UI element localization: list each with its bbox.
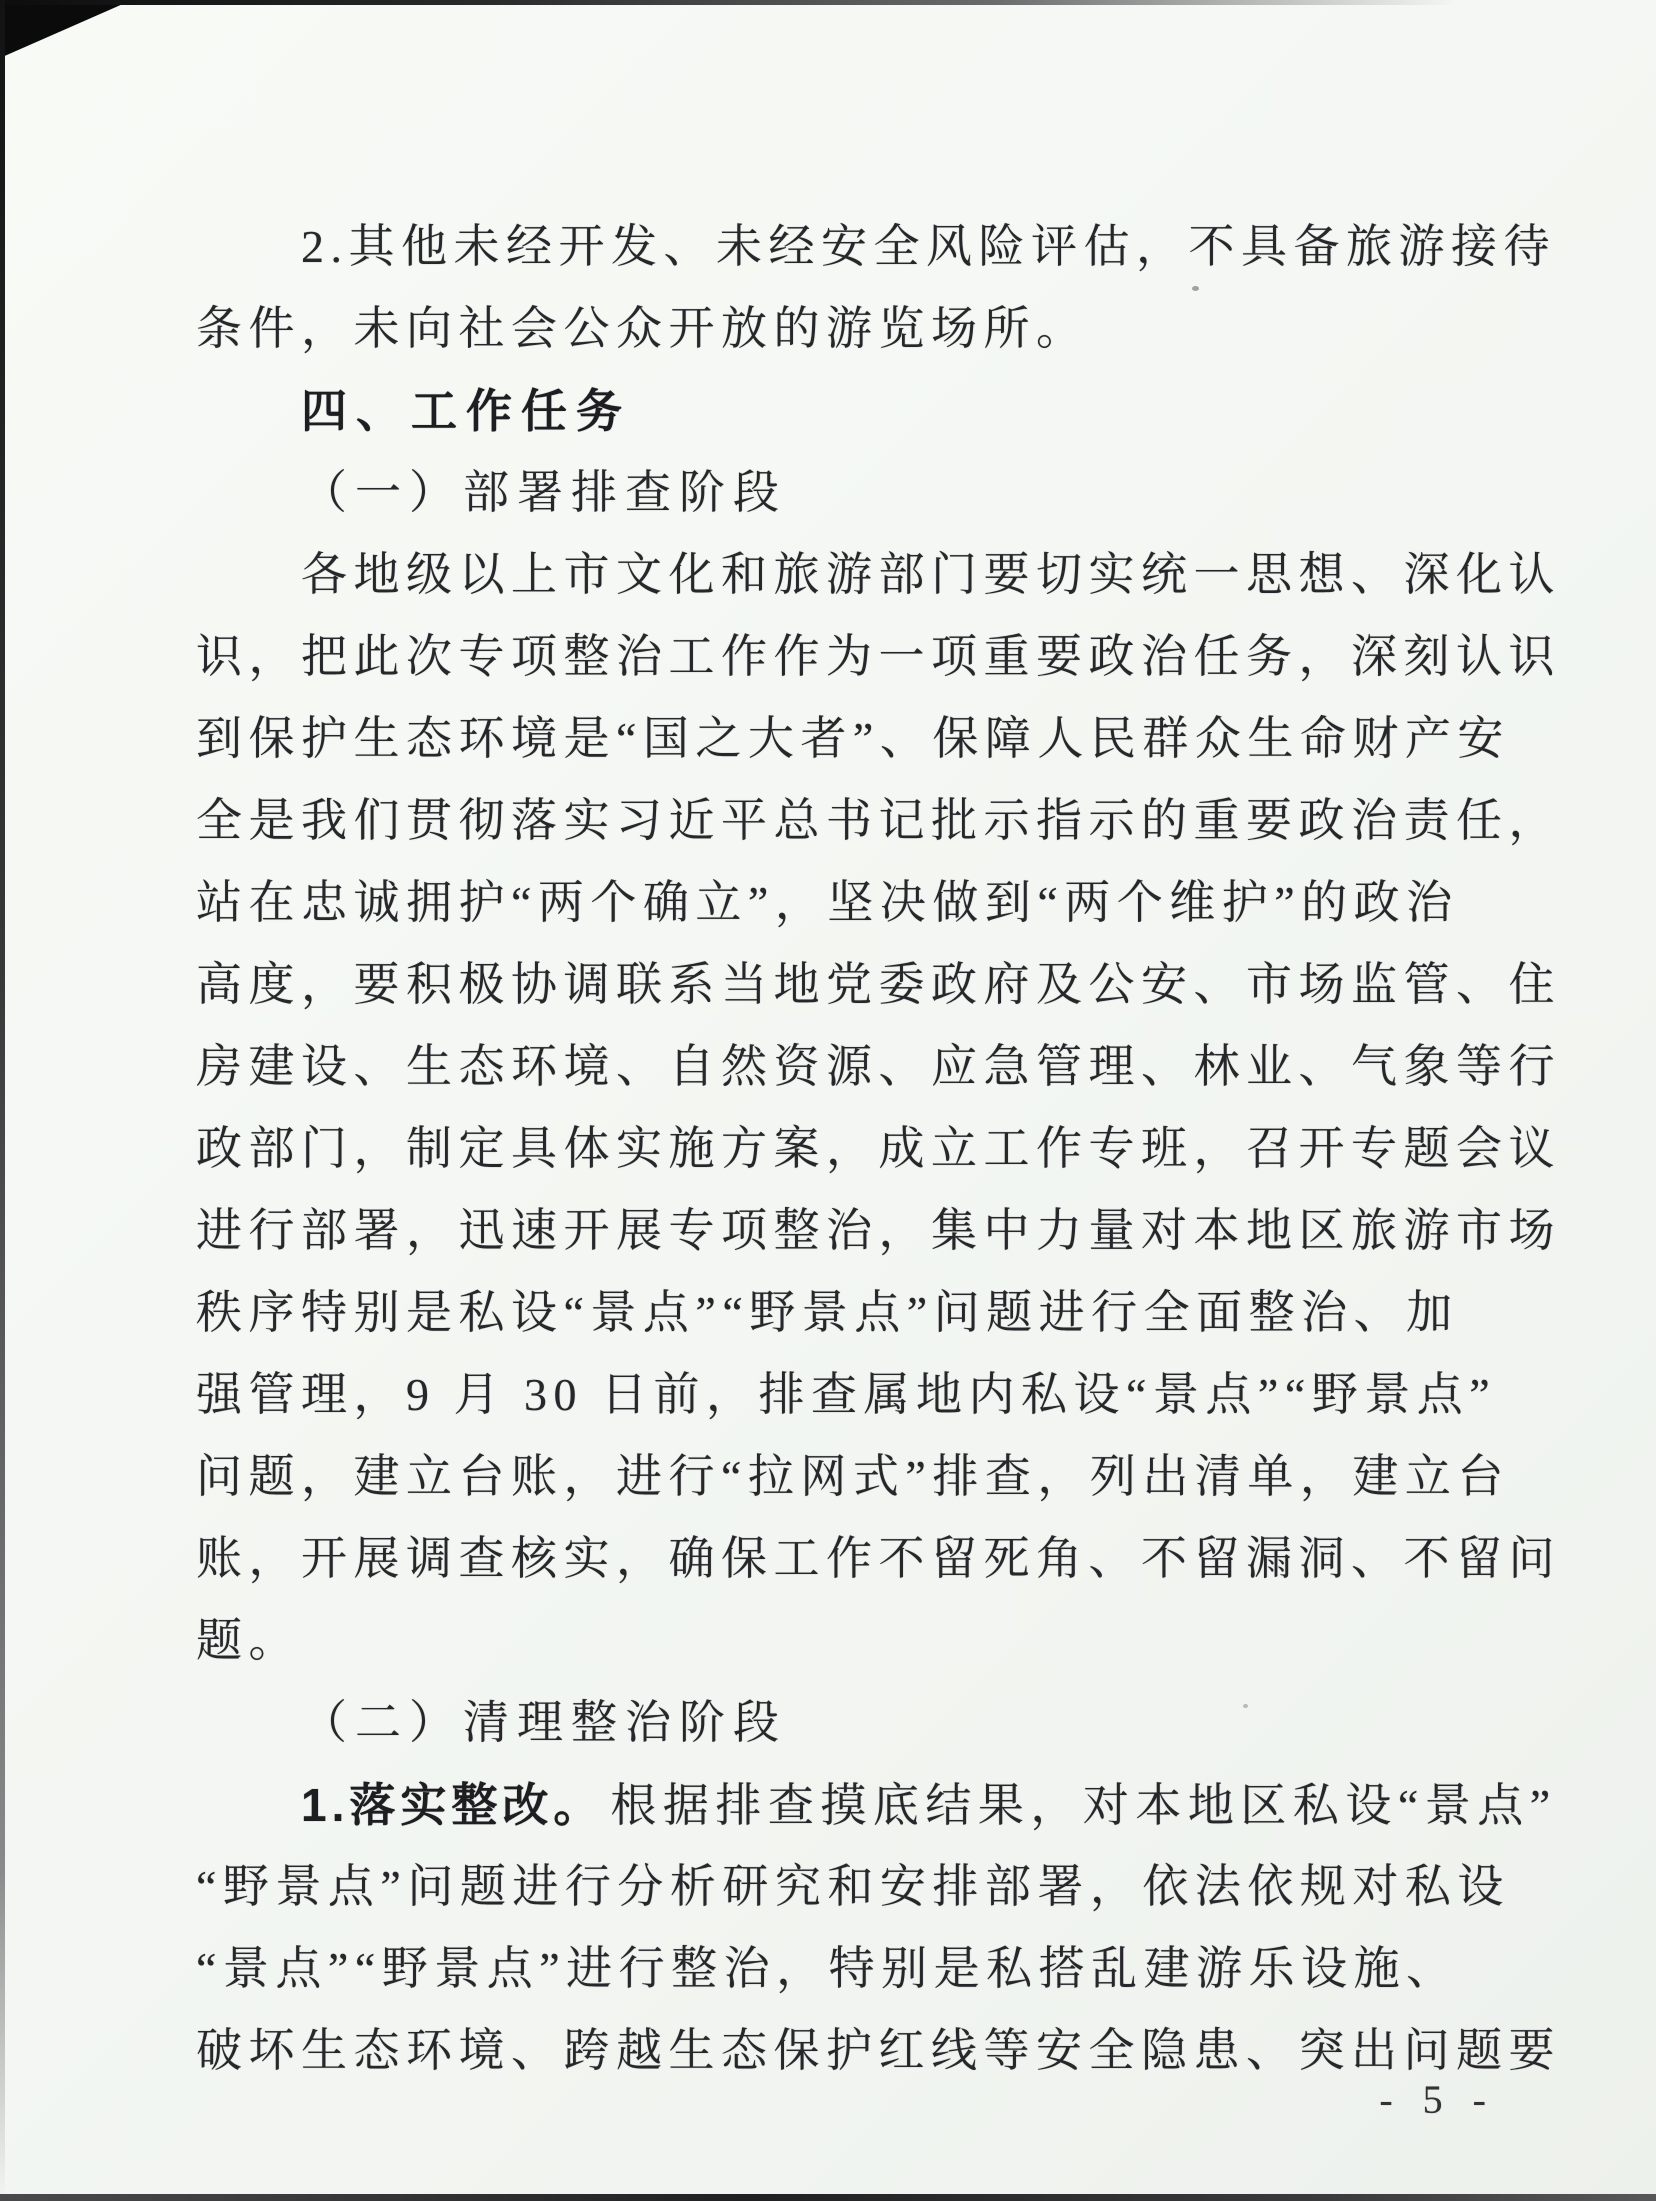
- scan-left-edge-artifact: [0, 0, 5, 2201]
- scan-top-edge-artifact: [0, 0, 1656, 5]
- text-line: 到保护生态环境是“国之大者”、保障人民群众生命财产安: [196, 713, 1510, 764]
- text-line: 题。: [196, 1615, 301, 1666]
- text-line: 四、工作任务: [301, 385, 631, 437]
- text-line: 条件，未向社会公众开放的游览场所。: [196, 303, 1089, 354]
- text-line: 高度，要积极协调联系当地党委政府及公安、市场监管、住: [196, 959, 1561, 1010]
- text-line: 站在忠诚拥护“两个确立”，坚决做到“两个维护”的政治: [196, 877, 1459, 928]
- scan-corner-artifact: [0, 0, 132, 58]
- text-line: “景点”“野景点”进行整治，特别是私搭乱建游乐设施、: [196, 1943, 1459, 1994]
- scan-bottom-edge-artifact: [0, 2194, 1656, 2201]
- text-line: （二）清理整治阶段: [301, 1697, 787, 1748]
- text-line: 各地级以上市文化和旅游部门要切实统一思想、深化认: [301, 549, 1561, 600]
- text-line: 全是我们贯彻落实习近平总书记批示指示的重要政治责任，: [196, 795, 1561, 846]
- text-line: （一）部署排查阶段: [301, 467, 787, 518]
- text-line: 进行部署，迅速开展专项整治，集中力量对本地区旅游市场: [196, 1205, 1561, 1256]
- text-line: 房建设、生态环境、自然资源、应急管理、林业、气象等行: [196, 1041, 1561, 1092]
- text-line: 秩序特别是私设“景点”“野景点”问题进行全面整治、加: [196, 1287, 1459, 1338]
- text-column: [196, 206, 1561, 2092]
- bold-lead-text: 1.落实整改。: [301, 1779, 605, 1831]
- text-line: 问题，建立台账，进行“拉网式”排查，列出清单，建立台: [196, 1451, 1510, 1502]
- page-number: - 5 -: [1379, 2077, 1496, 2122]
- text-line: “野景点”问题进行分析研究和安排部署，依法依规对私设: [196, 1861, 1510, 1912]
- text-line: 1.落实整改。 根据排查摸底结果，对本地区私设“景点”: [301, 1779, 1557, 1831]
- text-line: 账，开展调查核实，确保工作不留死角、不留漏洞、不留问: [196, 1533, 1561, 1584]
- text-line: 政部门，制定具体实施方案，成立工作专班，召开专题会议: [196, 1123, 1561, 1174]
- text-line: 破坏生态环境、跨越生态保护红线等安全隐患、突出问题要: [196, 2025, 1561, 2076]
- text-line: 2.其他未经开发、未经安全风险评估，不具备旅游接待: [301, 221, 1556, 272]
- text-line: 识，把此次专项整治工作作为一项重要政治任务，深刻认识: [196, 631, 1561, 682]
- text-line: 强管理，9 月 30 日前，排查属地内私设“景点”“野景点”: [196, 1369, 1497, 1420]
